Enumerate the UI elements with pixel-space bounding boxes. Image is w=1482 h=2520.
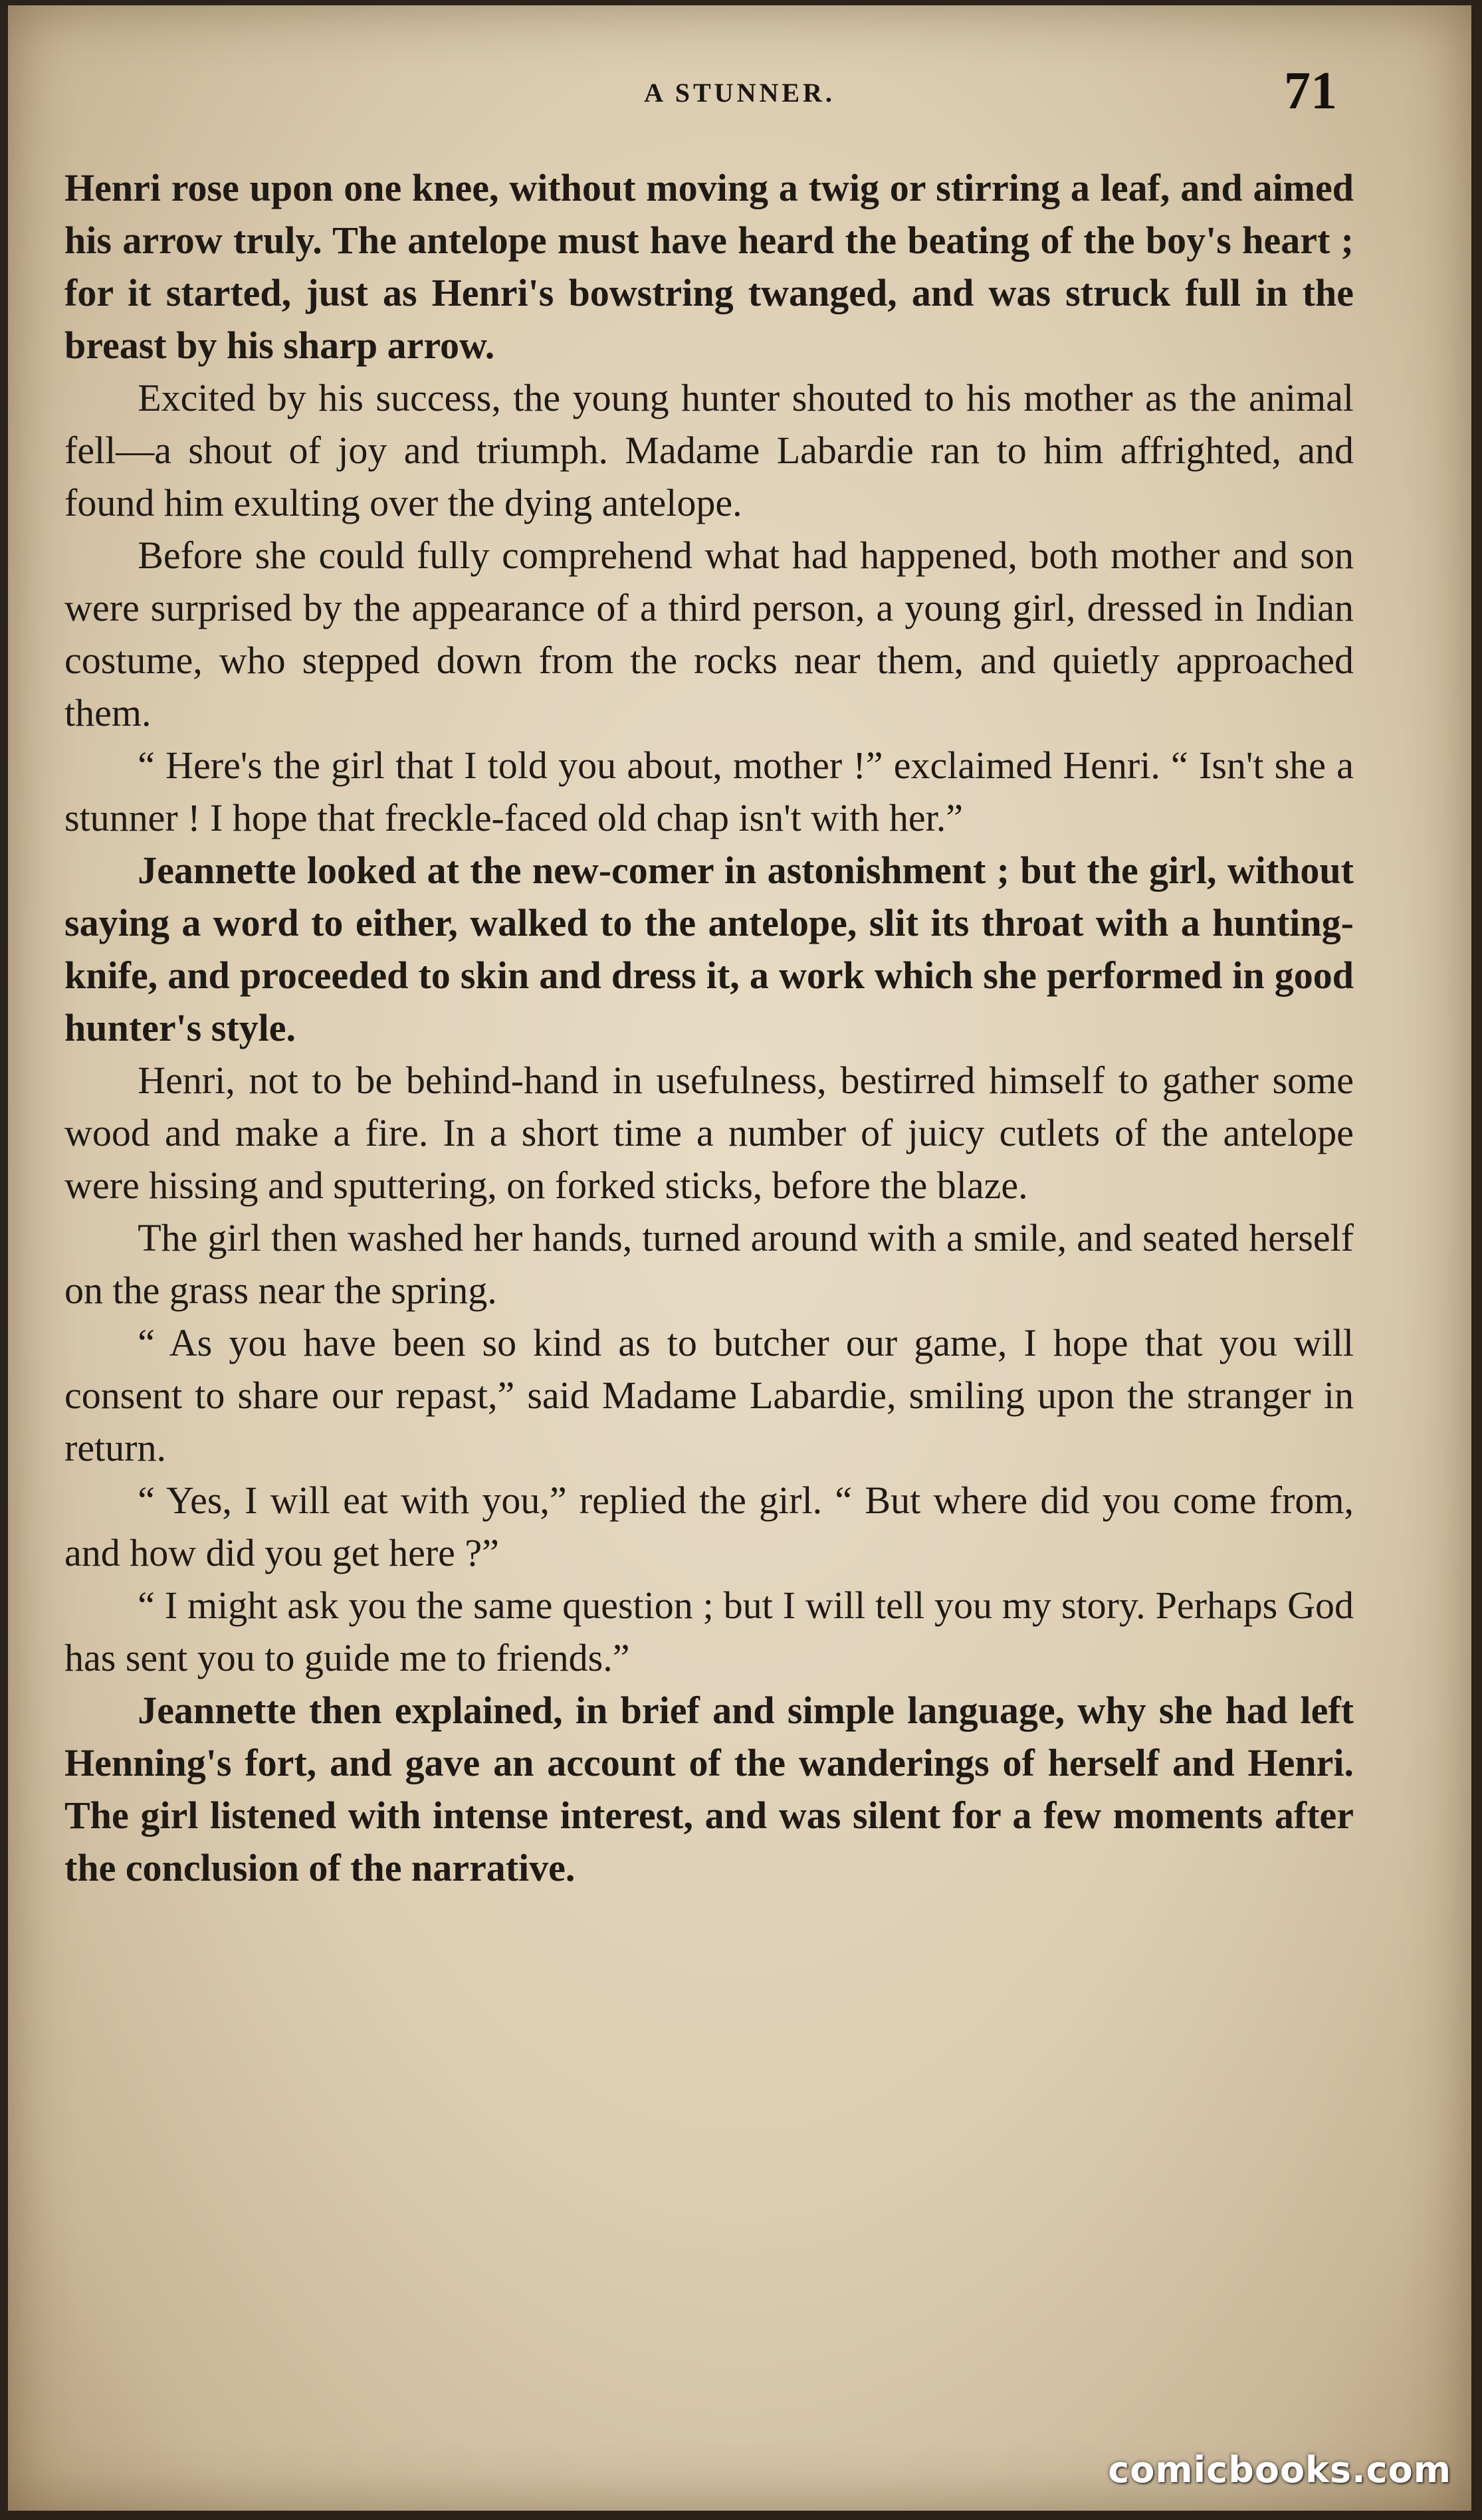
paragraph: “ Yes, I will eat with you,” replied the girl. “ But where did you come from, and how did you get here ?” <box>64 1479 1354 1574</box>
paragraph: Jeannette then explained, in brief and simple language, why she had left Henning's fort, and gave an account of the wanderings of herself and Henri. The girl listened with intense interest, and was silent for a few moments after the conclusion of the narrative. <box>64 1689 1354 1889</box>
paragraph: Henri, not to be behind-hand in usefulness, bestirred himself to gather some wood and make a fire. In a short time a number of juicy cutlets of the antelope were hissing and sputtering, on forked sticks, before the blaze. <box>64 1059 1354 1207</box>
page-number: 71 <box>1284 62 1337 120</box>
body-text <box>64 161 1354 1894</box>
paragraph: The girl then washed her hands, turned around with a smile, and seated herself on the grass near the spring. <box>64 1216 1354 1312</box>
paragraph: Jeannette looked at the new-comer in astonishment ; but the girl, without saying a word to either, walked to the antelope, slit its throat with a hunting-knife, and proceeded to skin and dress it, a work which she performed in good hunter's style. <box>64 849 1354 1049</box>
running-title: A STUNNER. <box>644 78 835 108</box>
paragraph: “ I might ask you the same question ; but I will tell you my story. Perhaps God has sent you to guide me to friends.” <box>64 1584 1354 1679</box>
page-header <box>8 62 1471 125</box>
watermark: comicbooks.com <box>1108 2449 1451 2491</box>
book-page <box>8 5 1471 2511</box>
paragraph: Henri rose upon one knee, without moving a twig or stirring a leaf, and aimed his arrow truly. The antelope must have heard the beating of the boy's heart ; for it started, just as Henri's bowstring twanged, and was struck full in the breast by his sharp arrow. <box>64 166 1354 367</box>
paragraph: “ As you have been so kind as to butcher our game, I hope that you will consent to share our repast,” said Madame Labardie, smiling upon the stranger in return. <box>64 1321 1354 1469</box>
paragraph: Excited by his success, the young hunter shouted to his mother as the animal fell—a shout of joy and triumph. Madame Labardie ran to him affrighted, and found him exulting over the dying antelope. <box>64 376 1354 524</box>
paragraph: “ Here's the girl that I told you about, mother !” exclaimed Henri. “ Isn't she a stunner ! I hope that freckle-faced old chap isn't with her.” <box>64 744 1354 839</box>
paragraph: Before she could fully comprehend what had happened, both mother and son were surprised by the appearance of a third person, a young girl, dressed in Indian costume, who stepped down from the rocks near them, and quietly approached them. <box>64 534 1354 734</box>
